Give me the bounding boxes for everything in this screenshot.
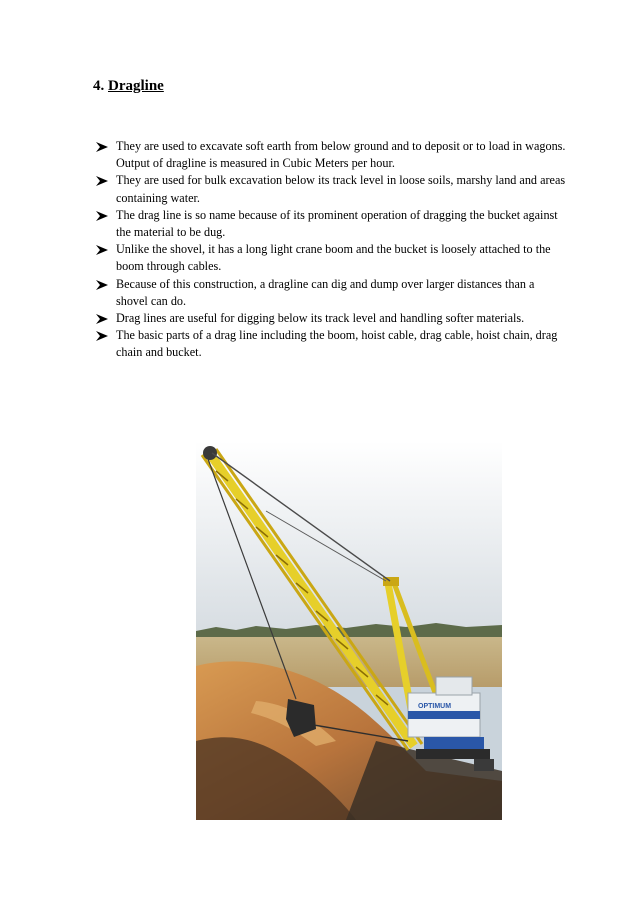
list-item	[96, 310, 566, 327]
section-heading	[93, 76, 164, 96]
bullet-text: The basic parts of a drag line including the boom, hoist cable, drag cable, hoist chain, drag chain and bucket.	[116, 328, 558, 360]
bullet-text: Drag lines are useful for digging below its track level and handling softer materials.	[116, 311, 525, 326]
list-item	[96, 138, 566, 172]
arrow-bullet-icon	[96, 276, 110, 293]
arrow-bullet-icon	[96, 138, 110, 155]
section-title: Dragline	[108, 78, 164, 94]
arrow-bullet-icon	[96, 310, 110, 327]
machine-label: OPTIMUM	[418, 703, 452, 710]
bullet-text: They are used for bulk excavation below its track level in loose soils, marshy land and areas containing water.	[116, 173, 566, 205]
arrow-bullet-icon	[96, 172, 110, 189]
list-item	[96, 172, 566, 206]
arrow-bullet-icon	[96, 327, 110, 344]
list-item	[96, 327, 566, 361]
dragline-illustration	[196, 441, 502, 820]
sky	[196, 441, 502, 633]
section-number: 4.	[93, 78, 105, 94]
machine-house	[408, 677, 494, 771]
dragline-photo	[196, 441, 502, 820]
arrow-bullet-icon	[96, 241, 110, 258]
bullet-list	[96, 138, 566, 362]
bullet-text: They are used to excavate soft earth from below ground and to deposit or to load in wagons. Output of dragline is measured in Cubic Meters per hour.	[116, 139, 566, 171]
list-item	[96, 241, 566, 275]
bullet-text: Because of this construction, a dragline can dig and dump over larger distances than a shovel can do.	[116, 276, 535, 308]
bullet-text: Unlike the shovel, it has a long light crane boom and the bucket is loosely attached to the boom through cables.	[116, 242, 551, 274]
bullet-text: The drag line is so name because of its prominent operation of dragging the bucket against the material to be dug.	[116, 207, 558, 240]
list-item	[96, 276, 566, 310]
arrow-bullet-icon	[96, 207, 110, 224]
list-item	[96, 207, 566, 241]
